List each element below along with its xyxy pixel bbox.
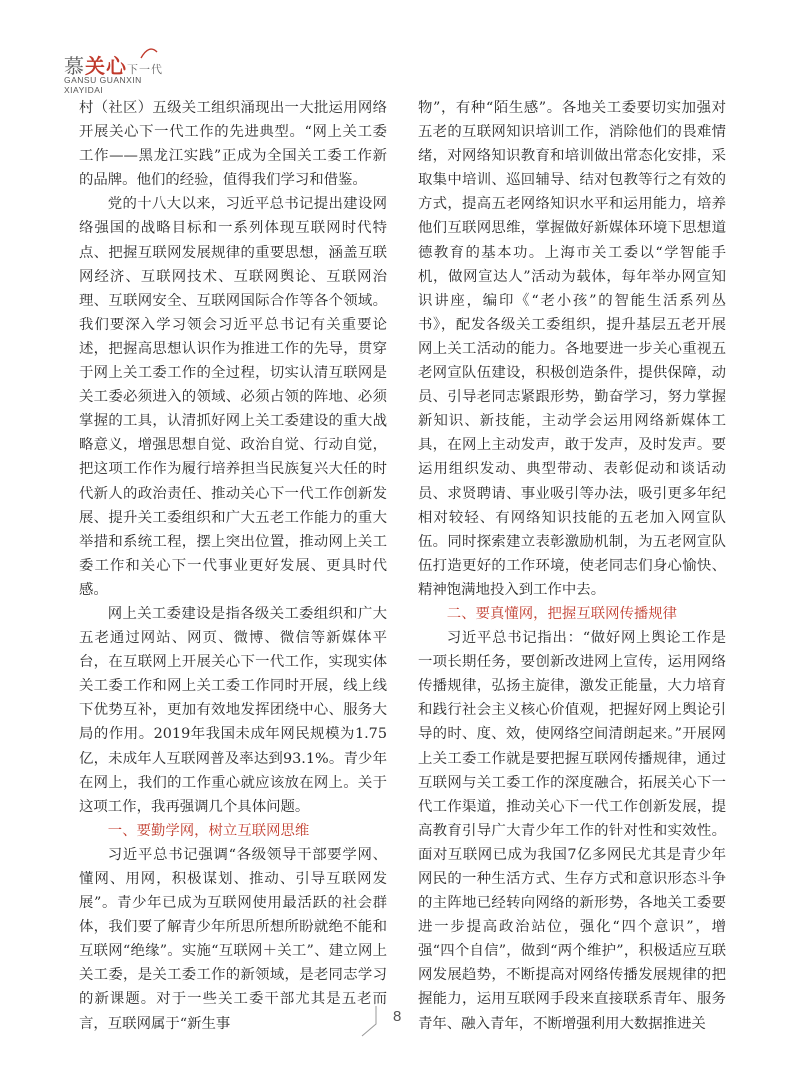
section-heading: 二、要真懂网，把握互联网传播规律 [446,605,678,622]
logo-pinyin-line-2: XIAYIDAI [64,85,104,95]
logo-char-1: 慕 [64,54,85,78]
section-heading: 一、要勤学网，树立互联网思维 [107,822,310,839]
left-column [79,96,387,1036]
logo-pinyin-line-1: GANSU GUANXIN [64,75,142,85]
right-column [418,96,726,1036]
footer-divider [360,1006,378,1038]
logo-char-3: 下一代 [127,63,163,76]
paragraph: 村（社区）五级关工组织涌现出一大批运用网络开展关心下一代工作的先进典型。“网上关工委工作——黑龙江实践”正成为全国关工委工作新的品牌。他们的经验，值得我们学习和借鉴。 [79,100,387,189]
logo-pinyin [64,75,142,95]
paragraph: 党的十八大以来，习近平总书记提出建设网络强国的战略目标和一系列体现互联网时代特点、把握互联网发展规律的重要思想，涵盖互联网经济、互联网技术、互联网舆论、互联网治理、互联网安全、互联网国际合作等各个领域。我们要深入学习领会习近平总书记有关重要论述，把握高思想认识作为推进工作的先导，贯穿于网上关工委工作的全过程，切实认清互联网是关工委必须进入的领域、必须占领的阵地、必须掌握的工具，认清抓好网上关工委建设的重大战略意义，增强思想自觉、政治自觉、行动自觉，把这项工作作为履行培养担当民族复兴大任的时代新人的政治责任、推动关心下一代工作创新发展、提升关工委组织和广大五老工作能力的重大举措和系统工程，摆上突出位置，推动网上关工委工作和关心下一代事业更好发展、更具时代感。 [79,196,387,598]
logo-char-2: 关心 [85,54,127,78]
paragraph: 网上关工委建设是指各级关工委组织和广大五老通过网站、网页、微博、微信等新媒体平台，在互联网上开展关心下一代工作，实现实体关工委工作和网上关工委工作同时开展，线上线下优势互补，更加有效地发挥团绕中心、服务大局的作用。2019年我国未成年网民规模为1.75亿，未成年人互联网普及率达到93.1%。青少年在网上，我们的工作重心就应该放在网上。关于这项工作，我再强调几个具体问题。 [79,605,387,815]
page-number: 8 [393,1008,402,1025]
logo-swoosh-icon [140,46,158,60]
paragraph: 物”，有种“陌生感”。各地关工委要切实加强对五老的互联网知识培训工作，消除他们的畏难情绪，对网络知识教育和培训做出常态化安排，采取集中培训、巡回辅导、结对包教等行之有效的方式，提高五老网络知识水平和运用能力，培养他们互联网思维，掌握做好新媒体环境下思想道德教育的基本功。上海市关工委以“学智能手机，做网宣达人”活动为载体，每年举办网宣知识讲座，编印《“老小孩”的智能生活系列丛书》，配发各级关工委组织，提升基层五老开展网上关工活动的能力。各地要进一步关心重视五老网宣队伍建设，积极创造条件，提供保障，动员、引导老同志紧跟形势，勤奋学习，努力掌握新知识、新技能，主动学会运用网络新媒体工具，在网上主动发声，敢于发声，及时发声。要运用组织发动、典型带动、表彰促动和谈话动员、求贤聘请、事业吸引等办法，吸引更多年纪相对较轻、有网络知识技能的五老加入网宣队伍。同时探索建立表彰激励机制，为五老网宣队伍打造更好的工作环境，使老同志们身心愉快、精神饱满地投入到工作中去。 [418,100,726,598]
paragraph: 习近平总书记强调“各级领导干部要学网、懂网、用网，积极谋划、推动、引导互联网发展”。青少年已成为互联网使用最活跃的社会群体，我们要了解青少年所思所想所盼就绝不能和互联网“绝缘”。实施“互联网＋关工”、建立网上关工委，是关工委工作的新领域，是老同志学习的新课题。对于一些关工委干部尤其是五老而言，互联网属于“新生事 [79,846,387,1032]
paragraph: 习近平总书记指出：“做好网上舆论工作是一项长期任务，要创新改进网上宣传，运用网络传播规律，弘扬主旋律，激发正能量，大力培育和践行社会主义核心价值观，把握好网上舆论引导的时、度、效，使网络空间清朗起来。”开展网上关工委工作就是要把握互联网传播规律，通过互联网与关工委工作的深度融合，拓展关心下一代工作渠道，推动关心下一代工作创新发展，提高教育引导广大青少年工作的针对性和实效性。面对互联网已成为我国7亿多网民尤其是青少年网民的一种生活方式、生存方式和意识形态斗争的主阵地已经转向网络的新形势，各地关工委要进一步提高政治站位，强化“四个意识”，增强“四个自信”，做到“两个维护”，积极适应互联网发展趋势，不断提高对网络传播发展规律的把握能力，运用互联网手段来直接联系青年、服务青年、融入青年，不断增强利用大数据推进关 [418,630,726,1032]
magazine-logo [64,50,214,98]
